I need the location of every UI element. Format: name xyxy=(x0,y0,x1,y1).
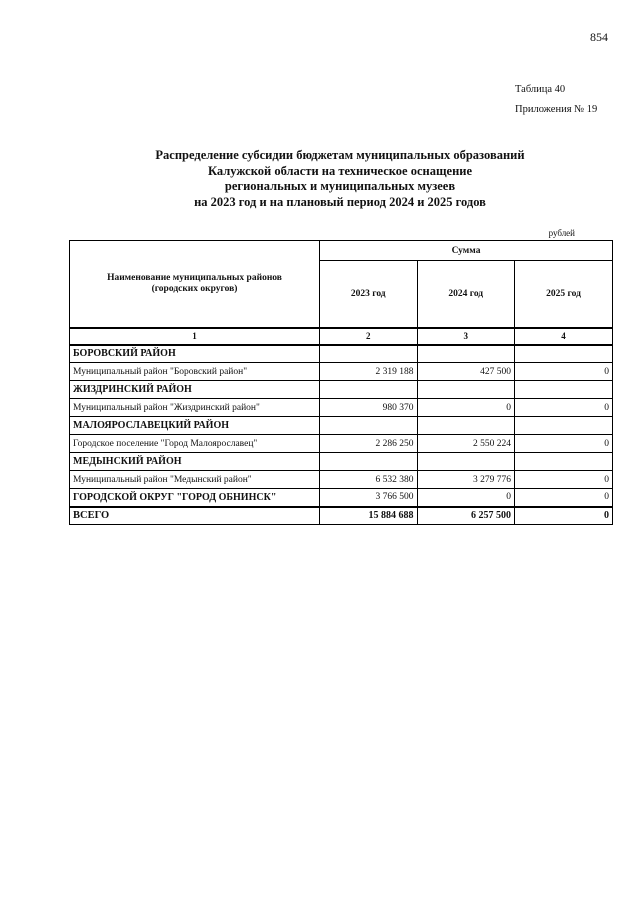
group-name: МЕДЫНСКИЙ РАЙОН xyxy=(70,453,320,471)
value-2024: 2 550 224 xyxy=(417,435,515,453)
table-label: Таблица 40 xyxy=(515,84,566,95)
title-line-2: Калужской области на техническое оснащение xyxy=(207,163,473,178)
value-2024: 427 500 xyxy=(417,363,515,381)
total-2024: 6 257 500 xyxy=(417,507,515,525)
column-number: 1 xyxy=(70,328,320,345)
total-2025: 0 xyxy=(515,507,613,525)
value-2025: 0 xyxy=(515,489,613,507)
name-header-line-2: (городских округов) xyxy=(151,283,238,294)
row-name: Городское поселение "Город Малоярославец" xyxy=(70,435,320,453)
value-2023: 3 766 500 xyxy=(320,489,418,507)
total-label: ВСЕГО xyxy=(70,507,320,525)
group-name: МАЛОЯРОСЛАВЕЦКИЙ РАЙОН xyxy=(70,417,320,435)
value-2023: 2 319 188 xyxy=(320,363,418,381)
column-number: 3 xyxy=(417,328,515,345)
column-number-row xyxy=(70,328,613,345)
value-2025: 0 xyxy=(515,399,613,417)
total-row xyxy=(70,507,613,525)
table-row xyxy=(70,435,613,453)
year-header-2024: 2024 год xyxy=(417,261,515,328)
table-row xyxy=(70,399,613,417)
header-row-top xyxy=(70,241,613,261)
group-name: ЖИЗДРИНСКИЙ РАЙОН xyxy=(70,381,320,399)
table-row-obninsk xyxy=(70,489,613,507)
group-row-borovsky xyxy=(70,345,613,363)
value-2023: 2 286 250 xyxy=(320,435,418,453)
value-2023: 6 532 380 xyxy=(320,471,418,489)
group-row-maloyaroslavets xyxy=(70,417,613,435)
row-name: Муниципальный район "Жиздринский район" xyxy=(70,399,320,417)
table-row xyxy=(70,363,613,381)
value-2024: 0 xyxy=(417,489,515,507)
appendix-label: Приложения № 19 xyxy=(515,104,598,115)
name-header-line-1: Наименование муниципальных районов xyxy=(107,272,282,283)
year-header-2025: 2025 год xyxy=(515,261,613,328)
group-name: БОРОВСКИЙ РАЙОН xyxy=(70,345,320,363)
table-row xyxy=(70,471,613,489)
sum-header: Сумма xyxy=(320,241,613,261)
column-number: 2 xyxy=(320,328,418,345)
page-number: 854 xyxy=(590,30,608,44)
value-2024: 3 279 776 xyxy=(417,471,515,489)
value-2024: 0 xyxy=(417,399,515,417)
subsidy-table xyxy=(69,240,613,525)
document-title xyxy=(70,148,610,210)
title-line-1: Распределение субсидии бюджетам муниципальных образований xyxy=(155,148,525,162)
currency-unit: рублей xyxy=(548,228,575,238)
value-2025: 0 xyxy=(515,363,613,381)
value-2025: 0 xyxy=(515,471,613,489)
row-name: Муниципальный район "Боровский район" xyxy=(70,363,320,381)
group-row-zhizdra xyxy=(70,381,613,399)
total-2023: 15 884 688 xyxy=(320,507,418,525)
column-number: 4 xyxy=(515,328,613,345)
name-column-header xyxy=(70,241,320,328)
year-header-2023: 2023 год xyxy=(320,261,418,328)
title-line-4: на 2023 год и на плановый период 2024 и 2025 годов xyxy=(194,194,486,209)
value-2025: 0 xyxy=(515,435,613,453)
row-name: ГОРОДСКОЙ ОКРУГ "ГОРОД ОБНИНСК" xyxy=(70,489,320,507)
title-line-3: региональных и муниципальных музеев xyxy=(224,179,456,193)
value-2023: 980 370 xyxy=(320,399,418,417)
group-row-medyn xyxy=(70,453,613,471)
row-name: Муниципальный район "Медынский район" xyxy=(70,471,320,489)
